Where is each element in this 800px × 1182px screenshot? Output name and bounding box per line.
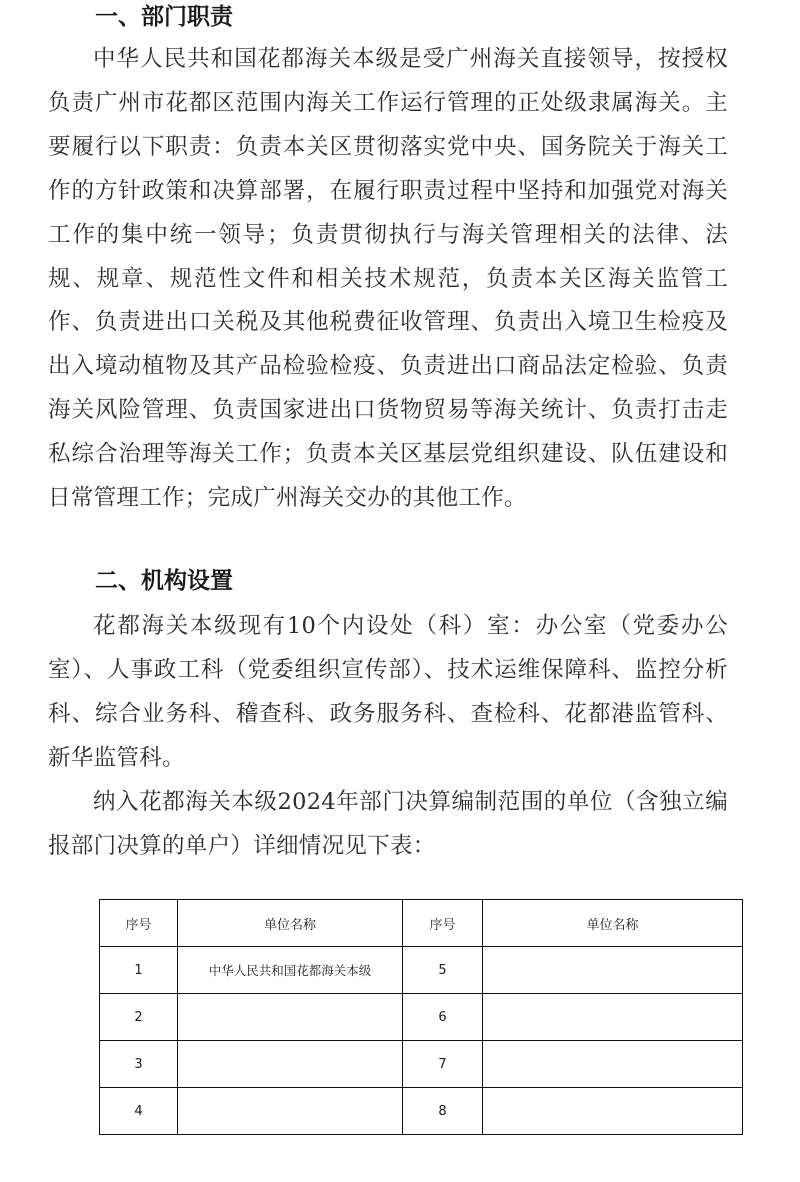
- table-row: [100, 947, 743, 994]
- unit-name-cell: 中华人民共和国花都海关本级: [178, 947, 403, 994]
- unit-name-cell: [483, 994, 743, 1041]
- unit-name-cell: [483, 947, 743, 994]
- section-1-heading: 一、部门职责: [95, 4, 233, 30]
- serial-cell: 7: [403, 1041, 483, 1088]
- header-serial-1: 序号: [100, 900, 178, 947]
- table-row: [100, 994, 743, 1041]
- serial-cell: 1: [100, 947, 178, 994]
- section-2-heading: 二、机构设置: [95, 568, 233, 594]
- unit-name-cell: [178, 1041, 403, 1088]
- serial-cell: 5: [403, 947, 483, 994]
- serial-cell: 3: [100, 1041, 178, 1088]
- header-unit-name-2: 单位名称: [483, 900, 743, 947]
- table-row: [100, 1041, 743, 1088]
- serial-cell: 6: [403, 994, 483, 1041]
- section-1-paragraph: 中华人民共和国花都海关本级是受广州海关直接领导，按授权负责广州市花都区范围内海关工作运行管理的正处级隶属海关。主要履行以下职责：负责本关区贯彻落实党中央、国务院关于海关工作的方针政策和决算部署，在履行职责过程中坚持和加强党对海关工作的集中统一领导；负责贯彻执行与海关管理相关的法律、法规、规章、规范性文件和相关技术规范，负责本关区海关监管工作、负责进出口关税及其他税费征收管理、负责出入境卫生检疫及出入境动植物及其产品检验检疫、负责进出口商品法定检验、负责海关风险管理、负责国家进出口货物贸易等海关统计、负责打击走私综合治理等海关工作；负责本关区基层党组织建设、队伍建设和日常管理工作；完成广州海关交办的其他工作。: [48, 46, 728, 512]
- unit-table: [99, 899, 743, 1135]
- unit-name-cell: [178, 1088, 403, 1135]
- serial-cell: 8: [403, 1088, 483, 1135]
- table-header-row: [100, 900, 743, 947]
- unit-name-cell: [178, 994, 403, 1041]
- serial-cell: 4: [100, 1088, 178, 1135]
- header-serial-2: 序号: [403, 900, 483, 947]
- table-row: [100, 1088, 743, 1135]
- unit-name-cell: [483, 1041, 743, 1088]
- org-structure-paragraph: 花都海关本级现有10个内设处（科）室：办公室（党委办公室）、人事政工科（党委组织宣传部）、技术运维保障科、监控分析科、综合业务科、稽查科、政务服务科、查检科、花都港监管科、新华监管科。: [48, 613, 728, 771]
- header-unit-name-1: 单位名称: [178, 900, 403, 947]
- unit-name-cell: [483, 1088, 743, 1135]
- serial-cell: 2: [100, 994, 178, 1041]
- budget-scope-paragraph: 纳入花都海关本级2024年部门决算编制范围的单位（含独立编报部门决算的单户）详细情况见下表：: [48, 789, 728, 859]
